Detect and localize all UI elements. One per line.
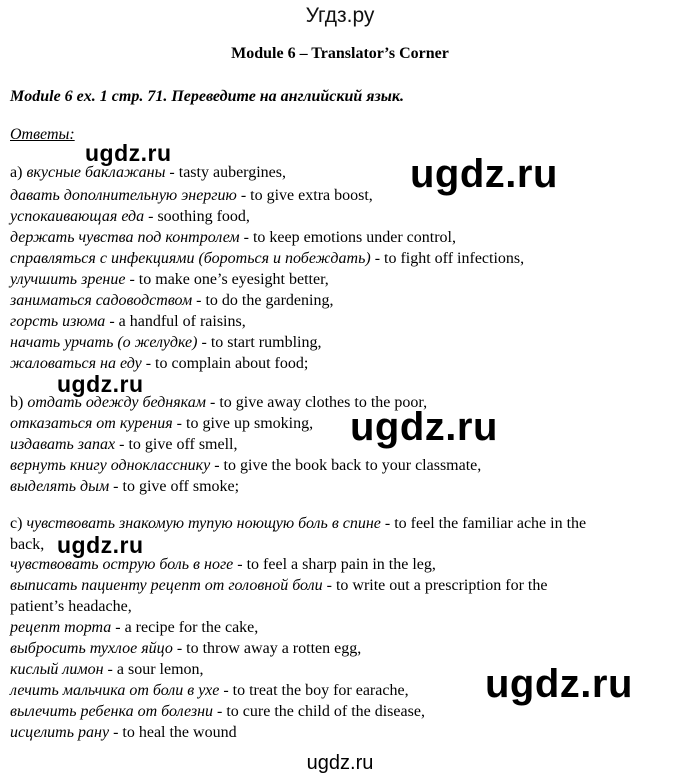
russian-phrase: лечить мальчика от боли в ухе — [10, 682, 220, 699]
english-translation: - to do the gardening, — [192, 292, 334, 309]
english-translation: - tasty aubergines, — [165, 164, 286, 181]
english-translation: - a recipe for the cake, — [111, 619, 259, 636]
answers-label: Ответы: — [10, 126, 75, 143]
english-translation: - to write out a prescription for the — [322, 577, 548, 594]
russian-phrase: исцелить рану — [10, 724, 110, 741]
answer-line — [10, 535, 44, 555]
english-translation: - to treat the boy for earache, — [219, 682, 409, 699]
answer-line — [10, 456, 481, 476]
russian-phrase: держать чувства под контролем — [10, 229, 240, 246]
exercise-heading: Module 6 ex. 1 стр. 71. Переведите на английский язык. — [10, 88, 404, 105]
answer-line — [10, 477, 239, 497]
watermark: ugdz.ru — [57, 532, 144, 558]
section-marker: b) — [10, 394, 24, 411]
answer-line — [10, 435, 238, 455]
document-title: Module 6 – Translator’s Corner — [231, 45, 449, 62]
answer-line — [10, 681, 409, 701]
english-translation: - to give up smoking, — [172, 415, 314, 432]
english-translation: - to give away clothes to the poor, — [205, 394, 428, 411]
russian-phrase: кислый лимон — [10, 661, 104, 678]
answer-line — [10, 660, 204, 680]
english-translation: - to fight off infections, — [370, 250, 525, 267]
english-translation: - to cure the child of the disease, — [213, 703, 425, 720]
russian-phrase: вылечить ребенка от болезни — [10, 703, 214, 720]
english-translation: back, — [10, 536, 45, 553]
english-translation: - soothing food, — [144, 208, 250, 225]
watermark: ugdz.ru — [410, 152, 558, 196]
watermark: ugdz.ru — [57, 371, 144, 397]
answer-line — [10, 270, 329, 290]
answer-line — [10, 618, 258, 638]
english-translation: - to give the book back to your classmate, — [210, 457, 482, 474]
russian-phrase: рецепт торта — [10, 619, 112, 636]
watermark: ugdz.ru — [85, 140, 172, 166]
answer-line — [10, 333, 321, 353]
answer-line — [10, 249, 524, 269]
answer-line — [10, 514, 586, 534]
russian-phrase: начать урчать (о желудке) — [10, 334, 198, 351]
answer-line — [10, 354, 308, 374]
section-marker: а) — [10, 164, 23, 181]
english-translation: - to feel a sharp pain in the leg, — [233, 556, 436, 573]
russian-phrase: вернуть книгу однокласснику — [10, 457, 211, 474]
russian-phrase: справляться с инфекциями (бороться и побеждать) — [10, 250, 371, 267]
english-translation: - to keep emotions under control, — [239, 229, 456, 246]
answer-line — [10, 414, 313, 434]
section-marker: c) — [10, 515, 23, 532]
watermark: ugdz.ru — [485, 662, 633, 706]
english-translation: - to give extra boost, — [236, 187, 373, 204]
answer-line — [10, 312, 246, 332]
russian-phrase: заниматься садоводством — [10, 292, 193, 309]
english-translation: - to throw away a rotten egg, — [172, 640, 362, 657]
english-translation: - to give off smoke; — [109, 478, 240, 495]
english-translation: - a sour lemon, — [103, 661, 204, 678]
answer-line — [10, 228, 456, 248]
english-translation: - to heal the wound — [109, 724, 237, 741]
russian-phrase: жаловаться на еду — [10, 355, 142, 372]
russian-phrase: отдать одежду беднякам — [27, 394, 206, 411]
answer-line — [10, 597, 132, 617]
answer-line — [10, 576, 547, 596]
english-translation: - to complain about food; — [141, 355, 309, 372]
russian-phrase: успокаивающая еда — [10, 208, 145, 225]
russian-phrase: чувствовать острую боль в ноге — [10, 556, 234, 573]
answer-line — [10, 639, 361, 659]
russian-phrase: отказаться от курения — [10, 415, 173, 432]
english-translation: - a handful of raisins, — [105, 313, 246, 330]
russian-phrase: издавать запах — [10, 436, 116, 453]
answer-line — [10, 186, 373, 206]
answer-line — [10, 723, 237, 743]
russian-phrase: выделять дым — [10, 478, 110, 495]
russian-phrase: выбросить тухлое яйцо — [10, 640, 173, 657]
answer-line — [10, 291, 333, 311]
russian-phrase: выписать пациенту рецепт от головной боли — [10, 577, 323, 594]
english-translation: patient’s headache, — [10, 598, 132, 615]
russian-phrase: давать дополнительную энергию — [10, 187, 237, 204]
english-translation: - to start rumbling, — [197, 334, 322, 351]
english-translation: - to feel the familiar ache in the — [380, 515, 587, 532]
russian-phrase: вкусные баклажаны — [26, 164, 166, 181]
russian-phrase: чувствовать знакомую тупую ноющую боль в спине — [26, 515, 381, 532]
footer-site: ugdz.ru — [306, 752, 374, 774]
watermark: ugdz.ru — [350, 405, 498, 449]
site-header: Угдз.ру — [305, 4, 375, 27]
russian-phrase: улучшить зрение — [10, 271, 126, 288]
answer-line — [10, 702, 425, 722]
russian-phrase: горсть изюма — [10, 313, 106, 330]
english-translation: - to make one’s eyesight better, — [125, 271, 329, 288]
english-translation: - to give off smell, — [115, 436, 238, 453]
answer-line — [10, 207, 250, 227]
